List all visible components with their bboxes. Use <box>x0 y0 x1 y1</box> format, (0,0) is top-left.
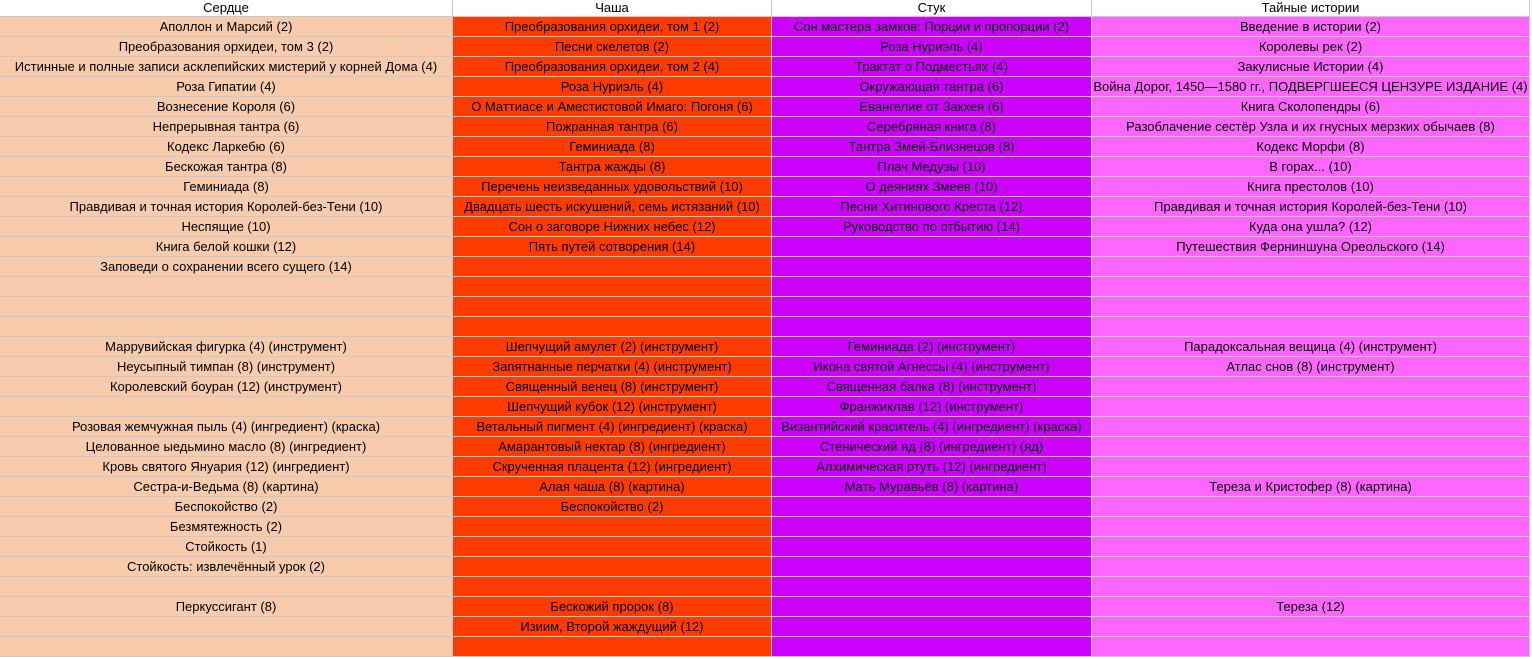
cell[interactable]: Двадцать шесть искушений, семь истязаний (10) <box>453 197 772 217</box>
cell[interactable]: Розовая жемчужная пыль (4) (ингредиент) (краска) <box>0 417 453 437</box>
cell[interactable] <box>0 317 453 337</box>
cell[interactable]: Королевы рек (2) <box>1092 37 1530 57</box>
cell[interactable] <box>772 317 1092 337</box>
cell[interactable]: Амарантовый нектар (8) (ингредиент) <box>453 437 772 457</box>
cell[interactable] <box>1092 617 1530 637</box>
cell[interactable]: Кодекс Ларкебю (6) <box>0 137 453 157</box>
cell[interactable]: Тереза и Кристофер (8) (картина) <box>1092 477 1530 497</box>
cell[interactable]: Геминиада (8) <box>453 137 772 157</box>
cell[interactable]: Священный венец (8) (инструмент) <box>453 377 772 397</box>
cell[interactable] <box>1092 417 1530 437</box>
cell[interactable]: Мать Муравьёв (8) (картина) <box>772 477 1092 497</box>
cell[interactable] <box>772 497 1092 517</box>
cell[interactable] <box>772 577 1092 597</box>
cell[interactable] <box>453 277 772 297</box>
cell[interactable]: Евангелие от Закхея (6) <box>772 97 1092 117</box>
cell[interactable]: Скрученная плацента (12) (ингредиент) <box>453 457 772 477</box>
cell[interactable] <box>1092 577 1530 597</box>
column-header-secret-histories[interactable]: Тайные истории <box>1092 0 1530 17</box>
cell[interactable]: Книга белой кошки (12) <box>0 237 453 257</box>
cell[interactable]: Шепчущий кубок (12) (инструмент) <box>453 397 772 417</box>
cell[interactable]: Византийский краситель (4) (ингредиент) (краска) <box>772 417 1092 437</box>
cell[interactable]: Сестра-и-Ведьма (8) (картина) <box>0 477 453 497</box>
cell[interactable]: Тантра жажды (8) <box>453 157 772 177</box>
cell[interactable] <box>772 297 1092 317</box>
cell[interactable] <box>772 557 1092 577</box>
cell[interactable]: Целованное ыедьмино масло (8) (ингредиент) <box>0 437 453 457</box>
cell[interactable]: Королевский боуран (12) (инструмент) <box>0 377 453 397</box>
cell[interactable] <box>1092 497 1530 517</box>
cell[interactable]: Преобразования орхидеи, том 2 (4) <box>453 57 772 77</box>
cell[interactable]: Кровь святого Януария (12) (ингредиент) <box>0 457 453 477</box>
cell[interactable] <box>453 517 772 537</box>
cell[interactable] <box>1092 277 1530 297</box>
cell[interactable] <box>772 277 1092 297</box>
cell[interactable]: Тантра Змей-Близнецов (8) <box>772 137 1092 157</box>
cell[interactable]: Тереза (12) <box>1092 597 1530 617</box>
cell[interactable]: Серебряная книга (8) <box>772 117 1092 137</box>
cell[interactable]: Алая чаша (8) (картина) <box>453 477 772 497</box>
cell[interactable]: Окружающая тантра (6) <box>772 77 1092 97</box>
cell[interactable]: Роза Нуриэль (4) <box>453 77 772 97</box>
cell[interactable] <box>1092 297 1530 317</box>
cell[interactable]: Запятнанные перчатки (4) (инструмент) <box>453 357 772 377</box>
cell[interactable] <box>1092 557 1530 577</box>
cell[interactable] <box>772 637 1092 657</box>
cell[interactable]: Изиим, Второй жаждущий (12) <box>453 617 772 637</box>
cell[interactable]: Вознесение Короля (6) <box>0 97 453 117</box>
cell[interactable] <box>1092 437 1530 457</box>
cell[interactable] <box>1092 317 1530 337</box>
cell[interactable]: Непрерывная тантра (6) <box>0 117 453 137</box>
cell[interactable]: В горах... (10) <box>1092 157 1530 177</box>
cell[interactable]: Куда она ушла? (12) <box>1092 217 1530 237</box>
cell[interactable] <box>772 537 1092 557</box>
cell[interactable]: Трактат о Подместьях (4) <box>772 57 1092 77</box>
cell[interactable]: Закулисные Истории (4) <box>1092 57 1530 77</box>
cell[interactable] <box>453 537 772 557</box>
cell[interactable]: О деяниях Змеев (10) <box>772 177 1092 197</box>
cell[interactable]: Правдивая и точная история Королей-без-Тени (10) <box>0 197 453 217</box>
cell[interactable]: Книга престолов (10) <box>1092 177 1530 197</box>
cell[interactable]: Пожранная тантра (6) <box>453 117 772 137</box>
cell[interactable]: Песни скелетов (2) <box>453 37 772 57</box>
cell[interactable]: Неусыпный тимпан (8) (инструмент) <box>0 357 453 377</box>
cell[interactable]: Геминиада (2) (инструмент) <box>772 337 1092 357</box>
cell[interactable] <box>1092 637 1530 657</box>
cell[interactable]: Икона святой Агнессы (4) (инструмент) <box>772 357 1092 377</box>
cell[interactable]: О Маттиасе и Аместистовой Имаго: Погоня (6) <box>453 97 772 117</box>
cell[interactable]: Руководство по отбытию (14) <box>772 217 1092 237</box>
cell[interactable] <box>453 557 772 577</box>
cell[interactable] <box>0 277 453 297</box>
cell[interactable]: Стойкость: извлечённый урок (2) <box>0 557 453 577</box>
column-header-knock[interactable]: Стук <box>772 0 1092 17</box>
cell[interactable] <box>453 577 772 597</box>
cell[interactable]: Атлас снов (8) (инструмент) <box>1092 357 1530 377</box>
cell[interactable] <box>772 617 1092 637</box>
cell[interactable] <box>1092 257 1530 277</box>
cell[interactable]: Плач Медузы (10) <box>772 157 1092 177</box>
cell[interactable]: Беспокойство (2) <box>453 497 772 517</box>
cell[interactable] <box>1092 537 1530 557</box>
cell[interactable]: Правдивая и точная история Королей-без-Тени (10) <box>1092 197 1530 217</box>
cell[interactable]: Беспокойство (2) <box>0 497 453 517</box>
cell[interactable]: Роза Гипатии (4) <box>0 77 453 97</box>
cell[interactable] <box>1092 397 1530 417</box>
cell[interactable]: Перечень неизведанных удовольствий (10) <box>453 177 772 197</box>
cell[interactable]: Безмятежность (2) <box>0 517 453 537</box>
cell[interactable]: Война Дорог, 1450—1580 гг., ПОДВЕРГШЕЕСЯ ЦЕНЗУРЕ ИЗДАНИЕ (4) <box>1092 77 1530 97</box>
cell[interactable]: Кодекс Морфи (8) <box>1092 137 1530 157</box>
cell[interactable] <box>772 597 1092 617</box>
cell[interactable]: Путешествия Ферниншуна Ореольского (14) <box>1092 237 1530 257</box>
cell[interactable]: Перкуссигант (8) <box>0 597 453 617</box>
column-header-grail[interactable]: Чаша <box>453 0 772 17</box>
cell[interactable] <box>0 397 453 417</box>
cell[interactable] <box>453 637 772 657</box>
cell[interactable] <box>453 297 772 317</box>
cell[interactable]: Книга Сколопендры (6) <box>1092 97 1530 117</box>
cell[interactable]: Франжиклав (12) (инструмент) <box>772 397 1092 417</box>
cell[interactable] <box>772 237 1092 257</box>
cell[interactable]: Заповеди о сохранении всего сущего (14) <box>0 257 453 277</box>
cell[interactable] <box>772 257 1092 277</box>
cell[interactable]: Сон о заговоре Нижних небес (12) <box>453 217 772 237</box>
cell[interactable]: Преобразования орхидеи, том 1 (2) <box>453 17 772 37</box>
cell[interactable]: Маррувийская фигурка (4) (инструмент) <box>0 337 453 357</box>
cell[interactable] <box>0 637 453 657</box>
cell[interactable] <box>1092 377 1530 397</box>
column-header-heart[interactable]: Сердце <box>0 0 453 17</box>
cell[interactable]: Преобразования орхидеи, том 3 (2) <box>0 37 453 57</box>
cell[interactable] <box>0 577 453 597</box>
cell[interactable] <box>453 317 772 337</box>
cell[interactable] <box>1092 457 1530 477</box>
cell[interactable] <box>772 517 1092 537</box>
cell[interactable]: Геминиада (8) <box>0 177 453 197</box>
cell[interactable] <box>453 257 772 277</box>
cell[interactable]: Шепчущий амулет (2) (инструмент) <box>453 337 772 357</box>
cell[interactable]: Ветальный пигмент (4) (ингредиент) (краска) <box>453 417 772 437</box>
cell[interactable]: Пять путей сотворения (14) <box>453 237 772 257</box>
cell[interactable]: Неспящие (10) <box>0 217 453 237</box>
cell[interactable]: Бескожий пророк (8) <box>453 597 772 617</box>
cell[interactable]: Алхимическая ртуть (12) (ингредиент) <box>772 457 1092 477</box>
cell[interactable]: Роза Нуриэль (4) <box>772 37 1092 57</box>
cell[interactable] <box>0 297 453 317</box>
cell[interactable]: Введение в истории (2) <box>1092 17 1530 37</box>
cell[interactable]: Бескожая тантра (8) <box>0 157 453 177</box>
cell[interactable]: Священная балка (8) (инструмент) <box>772 377 1092 397</box>
cell[interactable]: Аполлон и Марсий (2) <box>0 17 453 37</box>
cell[interactable]: Стенический яд (8) (ингредиент) (яд) <box>772 437 1092 457</box>
cell[interactable]: Сон мастера замков: Порции и пропорции (2) <box>772 17 1092 37</box>
cell[interactable]: Песни Хитинового Креста (12) <box>772 197 1092 217</box>
cell[interactable]: Истинные и полные записи асклепийских мистерий у корней Дома (4) <box>0 57 453 77</box>
cell[interactable] <box>1092 517 1530 537</box>
cell[interactable]: Стойкость (1) <box>0 537 453 557</box>
cell[interactable] <box>0 617 453 637</box>
cell[interactable]: Разоблачение сестёр Узла и их гнусных мерзких обычаев (8) <box>1092 117 1530 137</box>
cell[interactable]: Парадоксальная вещица (4) (инструмент) <box>1092 337 1530 357</box>
